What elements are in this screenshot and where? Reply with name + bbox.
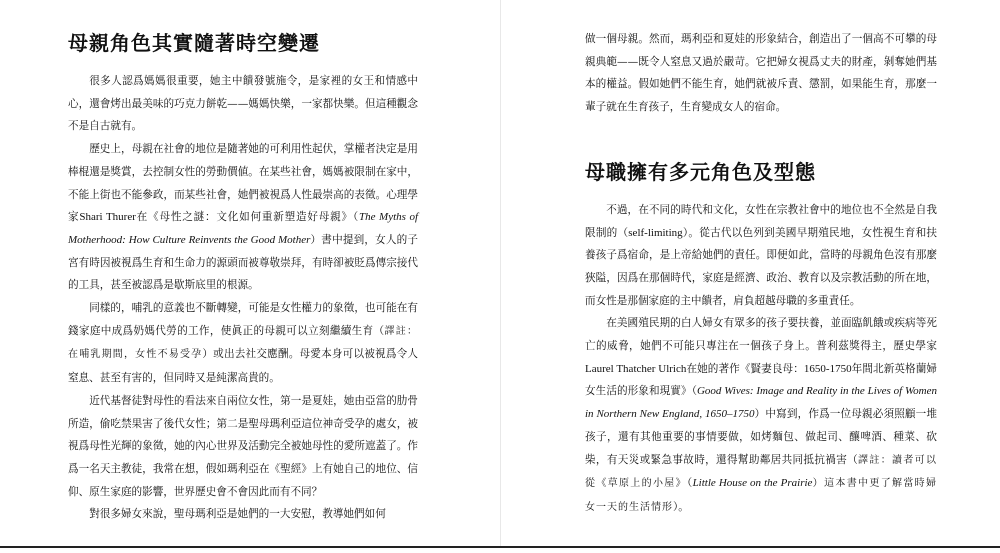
- right-heading: 母職擁有多元角色及型態: [585, 159, 816, 184]
- left-paragraph-2: 歷史上，母親在社會的地位是隨著她的可利用性起伏，掌權者決定是用棒棍還是獎賞，去控制女性的勞動價値。在某些社會，媽媽被限制在家中，不能上街也不能參政，而某些社會，她們被視爲人性最崇高的表徵。心理學家Shari Thurer在《母性之謎：文化如何重新塑造好母親》（The Myths of Motherhood: How Culture Reinvents the Good Mother）書中提到，女人的子宮有時因被視爲生育和生命力的源頭而被尊敬崇拜，有時卻被貶爲傳宗接代的工具，甚至被認爲是歇斯底里的根源。: [68, 143, 419, 292]
- right-paragraph-1: 不過，在不同的時代和文化，女性在宗教社會中的地位也不全然是自我限制的（self-limiting）。從古代以色列到美國早期殖民地，女性視生育和扶養孩子爲宿命，是上帝給她們的責任。即便如此，當時的母親角色沒有那麼狹隘，因爲在那個時代，家庭是經濟、政治、教育以及宗教活動的所在地，而女性是那個家庭的主中饋者，肩負超越母職的多重責任。: [585, 203, 938, 307]
- right-paragraph-2: 在美國殖民期的白人婦女有眾多的孩子要扶養，並面臨飢餓或疾病等死亡的威脅，她們不可能只專注在一個孩子身上。普利茲獎得主，歷史學家Laurel Thatcher Ulrich在她的著作《賢妻良母：1650-1750年間北新英格蘭婦女生活的形象和現實》（Good Wives: Image and Reality in the Lives of Women in Northern New England, 1650–1750）中寫到，作爲一位母親必須照顧一堆孩子，還有其他重要的事情要做，如烤麵包、做起司、釀啤酒、種菜、砍柴，有天災或緊急事故時，還得幫助鄰居共同抵抗禍害（譯註：讀者可以從《草原上的小屋》（Little House on the Prairie）這本書中更了解當時婦女一天的生活情形）。: [585, 317, 938, 513]
- left-paragraph-3: 同樣的，哺乳的意義也不斷轉變，可能是女性權力的象徵，也可能在有錢家庭中成爲奶媽代勞的工作，使眞正的母親可以立刻繼續生育（譯註：在哺乳期間，女性不易受孕）或出去社交應酬。母愛本身可以被視爲令人窒息、甚至有害的，但同時又是純潔高貴的。: [68, 302, 419, 385]
- book-title-en: Good Wives: Image and Reality in the Lives of Women in Northern New England, 1650–1750: [585, 385, 938, 421]
- author-name: Shari Thurer: [79, 211, 136, 224]
- left-paragraph-4: 近代基督徒對母性的看法來自兩位女性，第一是夏娃，她由亞當的肋骨所造，偷吃禁果害了後代女性；第二是聖母瑪利亞這位神奇受孕的處女，被視爲母性光輝的象徵，她的內心世界及活動完全被她母性的愛所遮蓋了。作爲一名天主教徒，我常在想，假如瑪利亞在《聖經》上有她自己的地位、信仰、原生家庭的影響，世界歷史會不會因此而有不同？: [68, 394, 418, 498]
- author-name: Laurel Thatcher Ulrich: [585, 362, 687, 375]
- note-book-title-en: Little House on the Prairie: [692, 477, 813, 490]
- page-gutter: [500, 0, 501, 546]
- left-paragraph-1: 很多人認爲媽媽很重要，她主中饋發號施令，是家裡的女王和情感中心，還會烤出最美味的巧克力餅乾——媽媽快樂，一家都快樂。但這種觀念不是自古就有。: [68, 75, 418, 133]
- right-paragraph-0: 做一個母親。然而，瑪利亞和夏娃的形象結合，創造出了一個高不可攀的母親典範——既令人窒息又過於嚴苛。它把婦女視爲丈夫的財產，剝奪她們基本的權益。假如她們不能生育，她們就被斥責、懲罰，如果能生育，那麼一輩子就在生育孩子，生育變成女人的宿命。: [585, 33, 937, 114]
- left-page: [68, 0, 418, 546]
- translator-note: 譯註：在哺乳期間，女性不易受孕: [68, 325, 419, 361]
- translator-note: 譯註：讀者可以從《草原上的小屋》: [585, 454, 938, 490]
- right-page: [585, 0, 937, 546]
- term-en: self-limiting: [628, 226, 683, 239]
- left-paragraph-5: 對很多婦女來說，聖母瑪利亞是她們的一大安慰，教導她們如何: [89, 508, 386, 521]
- left-heading: 母親角色其實隨著時空變遷: [68, 31, 320, 55]
- bottom-rule: [0, 546, 1000, 548]
- book-title-en: The Myths of Motherhood: How Culture Reinvents the Good Mother: [68, 211, 419, 246]
